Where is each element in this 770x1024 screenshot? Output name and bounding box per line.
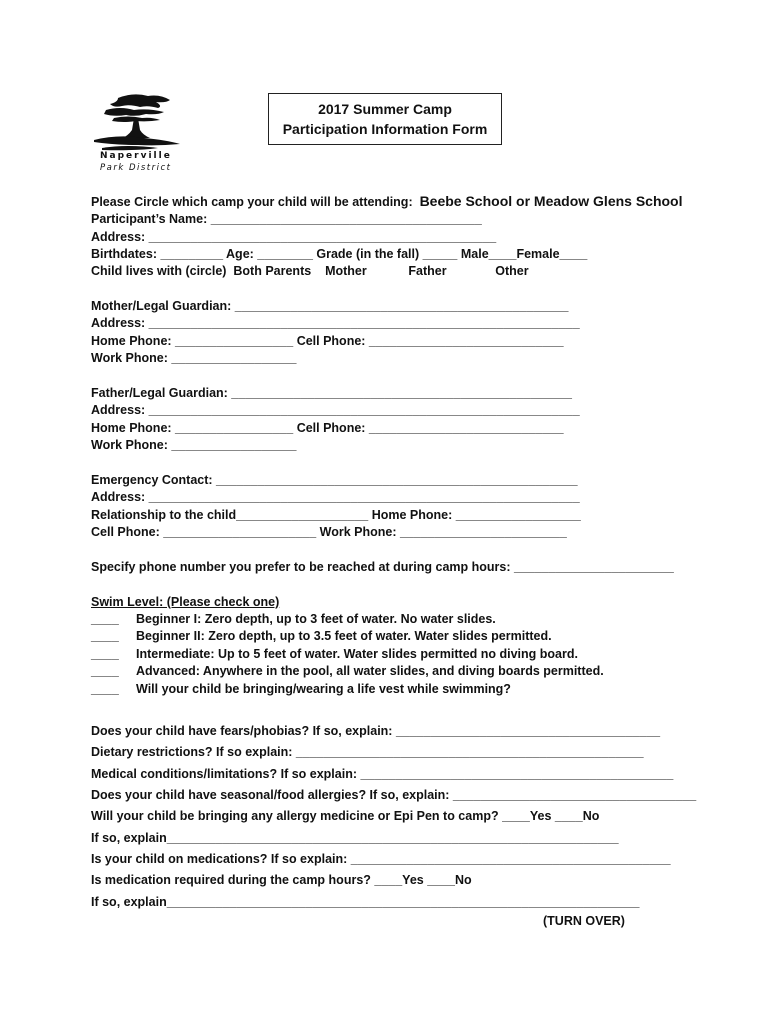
swim-option-label: Intermediate: Up to 5 feet of water. Water slides permitted no diving board. <box>136 647 578 661</box>
form-title <box>268 93 502 145</box>
swim-level-heading: Swim Level: (Please check one) <box>91 595 280 609</box>
life-vest-label: Will your child be bringing/wearing a life vest while swimming? <box>136 682 511 696</box>
logo-line-1: Naperville <box>100 151 172 161</box>
life-vest-row[interactable] <box>91 681 511 698</box>
father-phones-field[interactable]: Home Phone: _________________ Cell Phone: ____________________________ <box>91 421 564 435</box>
swim-option-label: Beginner I: Zero depth, up to 3 feet of water. No water slides. <box>136 612 496 626</box>
medications-field[interactable]: Is your child on medications? If so explain: ______________________________________________ <box>91 852 671 866</box>
emergency-contact-field[interactable]: Emergency Contact: ____________________________________________________ <box>91 473 578 487</box>
medication-required-field[interactable]: Is medication required during the camp hours? ____Yes ____No <box>91 873 472 887</box>
child-lives-with-field[interactable]: Child lives with (circle) Both Parents Mother Father Other <box>91 264 529 278</box>
preferred-phone-field[interactable]: Specify phone number you prefer to be reached at during camp hours: _______________________ <box>91 560 674 574</box>
medical-conditions-field[interactable]: Medical conditions/limitations? If so explain: _____________________________________________ <box>91 767 674 781</box>
camp-selection-line <box>91 193 683 211</box>
swim-check-blank[interactable]: ____ <box>91 664 119 678</box>
swim-option-row[interactable] <box>91 646 578 663</box>
father-guardian-field[interactable]: Father/Legal Guardian: _________________________________________________ <box>91 386 572 400</box>
swim-option-row[interactable] <box>91 611 496 628</box>
father-address-field[interactable]: Address: ______________________________________________________________ <box>91 403 580 417</box>
dietary-restrictions-field[interactable]: Dietary restrictions? If so explain: __________________________________________________ <box>91 745 644 759</box>
allergies-field[interactable]: Does your child have seasonal/food allergies? If so, explain: ___________________________________ <box>91 788 697 802</box>
participant-name-field[interactable]: Participant’s Name: _______________________________________ <box>91 212 482 226</box>
title-line-1: 2017 Summer Camp <box>318 101 452 117</box>
emergency-address-field[interactable]: Address: ______________________________________________________________ <box>91 490 580 504</box>
allergy-explain-field[interactable]: If so, explain_________________________________________________________________ <box>91 831 619 845</box>
participant-address-field[interactable]: Address: __________________________________________________ <box>91 230 497 244</box>
swim-check-blank[interactable]: ____ <box>91 612 119 626</box>
swim-option-row[interactable] <box>91 628 552 645</box>
turn-over-note: (TURN OVER) <box>543 914 625 928</box>
father-work-phone-field[interactable]: Work Phone: __________________ <box>91 438 297 452</box>
title-line-2: Participation Information Form <box>282 121 488 137</box>
mother-work-phone-field[interactable]: Work Phone: __________________ <box>91 351 297 365</box>
emergency-phones-field[interactable]: Cell Phone: ______________________ Work Phone: ________________________ <box>91 525 567 539</box>
birthdate-age-grade-field[interactable]: Birthdates: _________ Age: ________ Grade (in the fall) _____ Male____Female____ <box>91 247 588 261</box>
allergy-medicine-field[interactable]: Will your child be bringing any allergy medicine or Epi Pen to camp? ____Yes ____No <box>91 809 600 823</box>
camp-choices[interactable]: Beebe School or Meadow Glens School <box>419 193 683 209</box>
medication-explain-field[interactable]: If so, explain____________________________________________________________________ <box>91 895 640 909</box>
emergency-relationship-field[interactable]: Relationship to the child___________________ Home Phone: __________________ <box>91 508 581 522</box>
swim-option-label: Beginner II: Zero depth, up to 3.5 feet of water. Water slides permitted. <box>136 629 552 643</box>
camp-prompt: Please Circle which camp your child will be attending: <box>91 195 413 209</box>
swim-check-blank[interactable]: ____ <box>91 629 119 643</box>
logo-line-2: Park District <box>100 163 172 173</box>
life-vest-check-blank[interactable]: ____ <box>91 682 119 696</box>
tree-icon <box>88 90 188 152</box>
swim-option-label: Advanced: Anywhere in the pool, all water slides, and diving boards permitted. <box>136 664 604 678</box>
mother-address-field[interactable]: Address: ______________________________________________________________ <box>91 316 580 330</box>
logo-wordmark <box>100 150 210 174</box>
fears-phobias-field[interactable]: Does your child have fears/phobias? If so, explain: ______________________________________ <box>91 724 661 738</box>
swim-check-blank[interactable]: ____ <box>91 647 119 661</box>
mother-guardian-field[interactable]: Mother/Legal Guardian: ________________________________________________ <box>91 299 569 313</box>
swim-option-row[interactable] <box>91 663 604 680</box>
mother-phones-field[interactable]: Home Phone: _________________ Cell Phone: ____________________________ <box>91 334 564 348</box>
